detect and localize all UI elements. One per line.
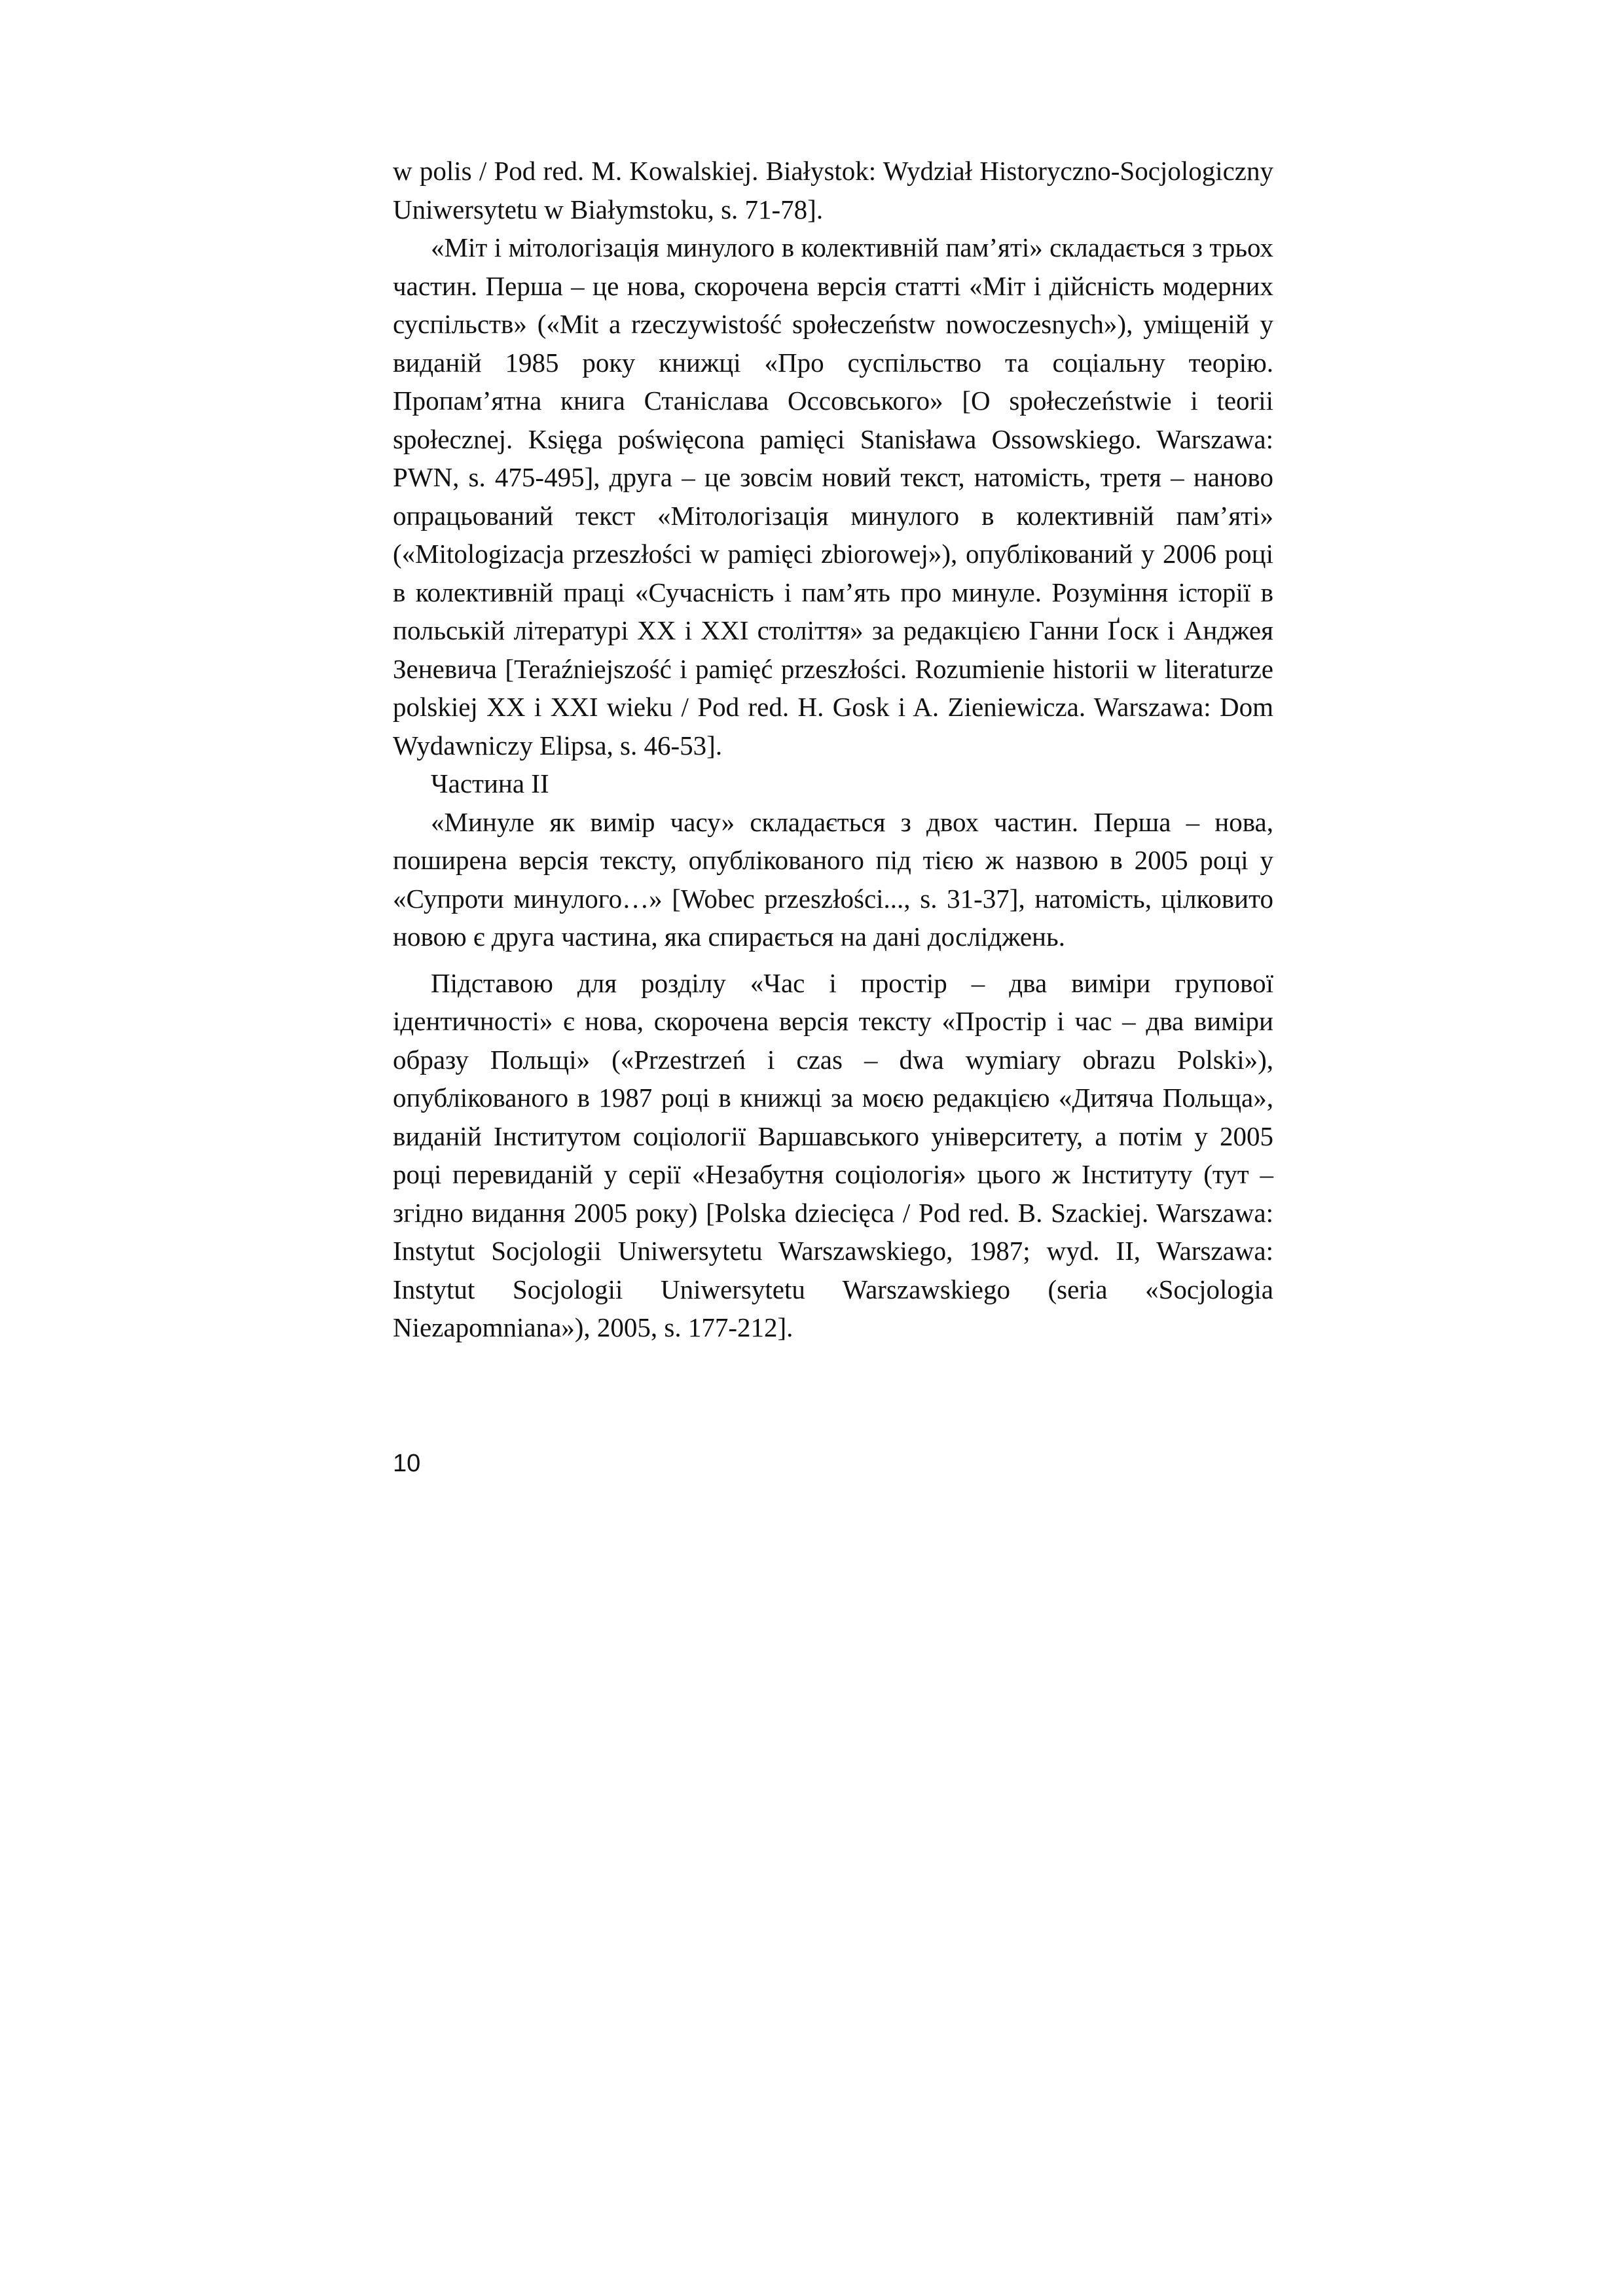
paragraph-time-and-space: Підставою для розділу «Час і простір – два виміри групової ідентичності» є нова, скорочена версія тексту «Простір і час – два виміри образу Польщі» («Przestrzeń i czas – dwa wymiary obrazu Polski»), опублікованого в 1987 році в книжці за моєю редакцією «Дитяча Польща», виданій Інститутом соціології Варшавського університету, а потім у 2005 році перевиданій у серії «Незабутня соціологія» цього ж Інституту (тут – згідно видання 2005 року) [Polska dziecięca / Pod red. B. Szackiej. Warszawa: Instytut Socjologii Uniwersytetu Warszawskiego, 1987; wyd. II, Warszawa: Instytut Socjologii Uniwersytetu Warszawskiego (seria «Socjologia Niezapomniana»), 2005, s. 177-212]. (393, 967, 1273, 1342)
page-number: 10 (393, 1450, 421, 1477)
paragraph-myth-section: «Міт і мітологізація минулого в колективній пам’яті» складається з трьох частин. Перша – це нова, скорочена версія статті «Міт і дійсність модерних суспільств» («Mit a rzeczywistość społeczeństw nowoczesnych»), уміщеній у виданій 1985 року книжці «Про суспільство та соціальну теорію. Пропам’ятна книга Станіслава Оссовського» [O społeczeństwie i teorii społecznej. Księga poświęcona pamięci Stanisława Ossowskiego. Warszawa: PWN, s. 475-495], друга – це зовсім новий текст, натомість, третя – наново опрацьований текст «Мітологізація минулого в колективній пам’яті» («Mitologizacja przeszłości w pamięci zbiorowej»), опублікований у 2006 році в колективній праці «Сучасність і пам’ять про минуле. Розуміння історії в польській літературі XX і XXI століття» за редакцією Ганни Ґоск і Анджея Зеневича [Teraźniejszość i pamięć przeszłości. Rozumienie historii w literaturze polskiej XX i XXI wieku / Pod red. H. Gosk i A. Zieniewicza. Warszawa: Dom Wydawniczy Elipsa, s. 46-53]. (393, 232, 1273, 761)
section-heading-part-2: Частина II (431, 768, 549, 798)
paragraph-continuation: w polis / Pod red. M. Kowalskiej. Białystok: Wydział Historyczno-Socjologiczny Uniwersytetu w Białymstoku, s. 71-78]. (393, 156, 1273, 224)
body-text (393, 152, 1273, 1347)
paragraph-past-as-time: «Минуле як вимір часу» складається з двох частин. Перша – нова, поширена версія тексту, опублікованого під тією ж назвою в 2005 році у «Супроти минулого…» [Wobec przeszłości..., s. 31-37], натомість, цілковито новою є друга частина, яка спирається на дані досліджень. (393, 806, 1273, 952)
